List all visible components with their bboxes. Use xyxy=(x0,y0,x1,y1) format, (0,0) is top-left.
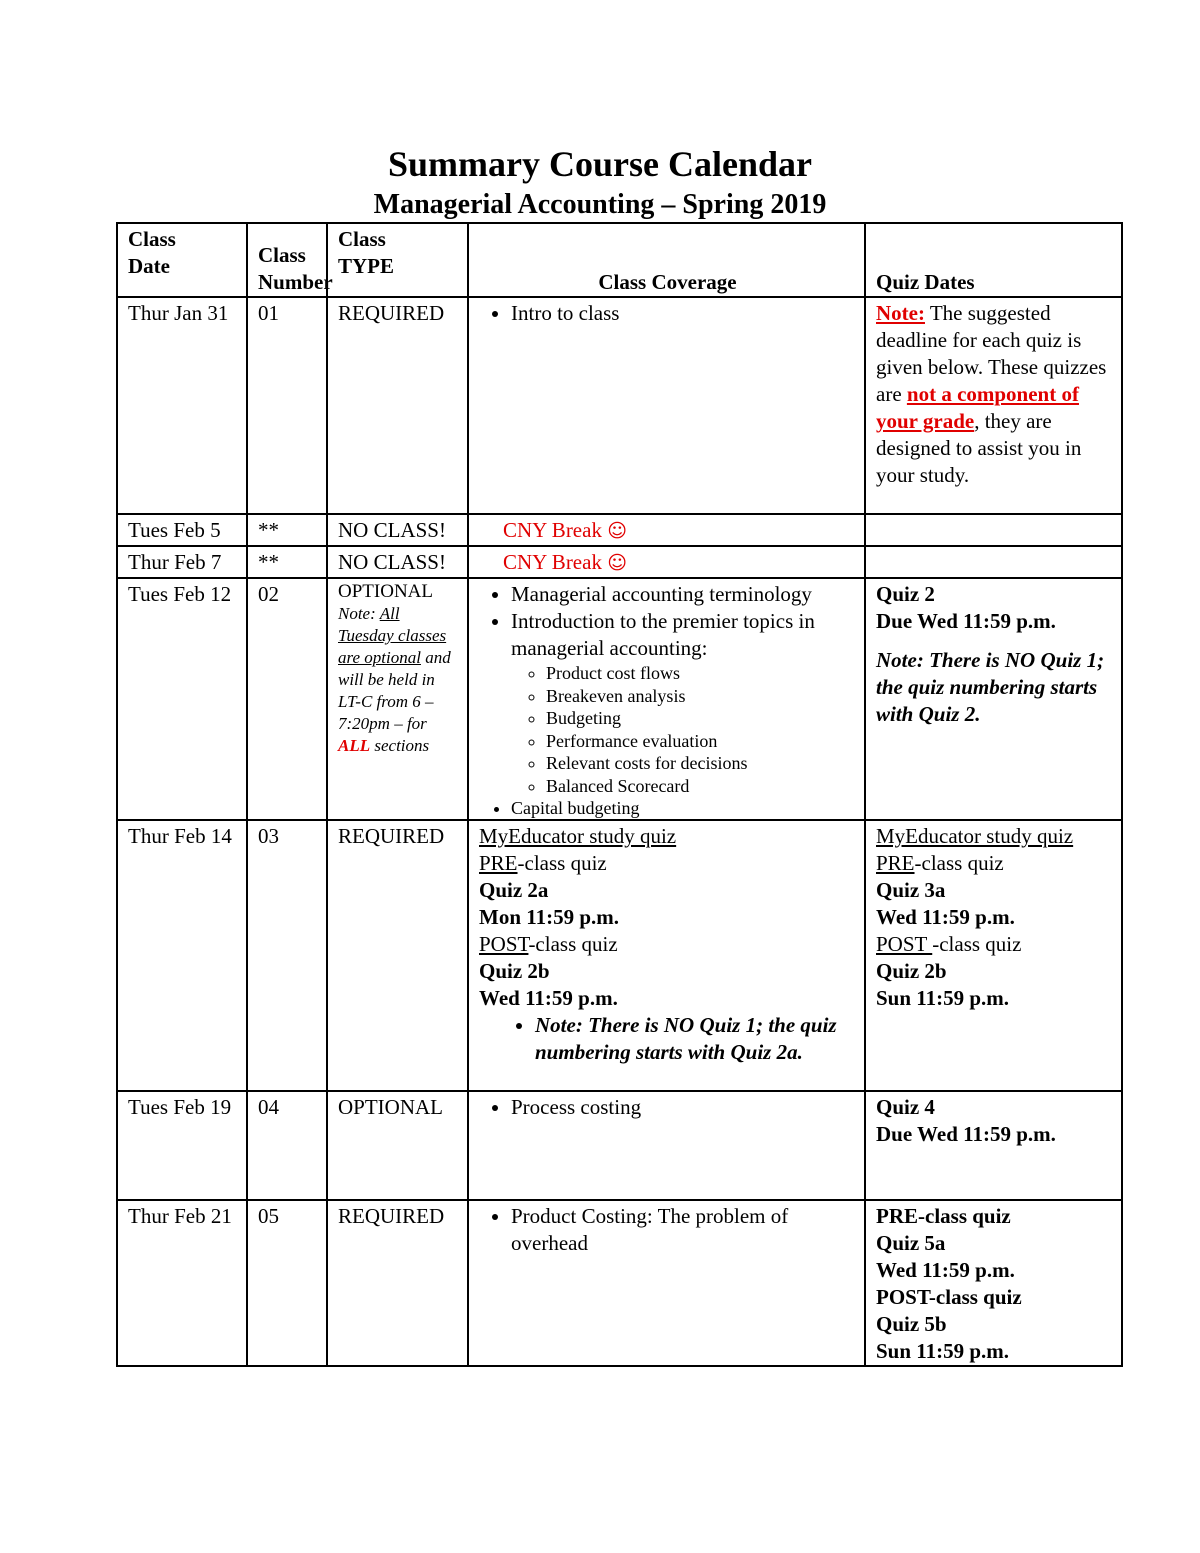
header-class-number-line2: Number xyxy=(258,270,333,294)
header-class-date xyxy=(117,223,247,297)
quiz-line: Quiz 5a xyxy=(876,1231,946,1255)
header-class-coverage: Class Coverage xyxy=(468,223,865,297)
quiz-due: Wed 11:59 p.m. xyxy=(479,986,618,1010)
class-coverage xyxy=(468,546,865,578)
class-coverage xyxy=(468,1091,865,1200)
quiz-line: Sun 11:59 p.m. xyxy=(876,1339,1010,1363)
page-subtitle: Managerial Accounting – Spring 2019 xyxy=(373,189,827,220)
quiz-note: Note: There is NO Quiz 1; the quiz numbering starts with Quiz 2. xyxy=(876,648,1105,726)
quiz-line: Quiz 5b xyxy=(876,1312,947,1336)
post-rest: -class quiz xyxy=(528,932,618,956)
header-class-type-line1: Class xyxy=(338,227,386,251)
table-row xyxy=(117,297,1122,514)
class-type: REQUIRED xyxy=(327,1200,468,1366)
class-type: REQUIRED xyxy=(327,297,468,514)
quiz-title: Quiz 2b xyxy=(876,959,947,983)
quiz-title: Quiz 2 xyxy=(876,582,935,606)
pre-class-quiz xyxy=(876,850,1113,877)
quiz-due: Due Wed 11:59 p.m. xyxy=(876,1122,1056,1146)
quiz-title: Quiz 4 xyxy=(876,1095,935,1119)
cny-break-text: CNY Break xyxy=(503,518,602,542)
class-date: Tues Feb 19 xyxy=(117,1091,247,1200)
note-text-end: , they are designed to assist you in your study. xyxy=(876,409,1082,487)
class-coverage xyxy=(468,578,865,820)
class-number: ** xyxy=(247,546,327,578)
cny-break-text: CNY Break xyxy=(503,550,602,574)
quiz-title: Quiz 3a xyxy=(876,878,946,902)
post-label: POST xyxy=(876,932,933,956)
post-class-quiz xyxy=(876,931,1113,958)
optional-note-suffix: sections xyxy=(370,736,430,755)
coverage-subitem: ◦ Balanced Scorecard xyxy=(546,775,856,798)
coverage-item-text: Introduction to the premier topics in managerial accounting: xyxy=(511,609,815,660)
class-number: 05 xyxy=(247,1200,327,1366)
coverage-subitem: ◦ Product cost flows xyxy=(546,662,856,685)
quiz-line: Wed 11:59 p.m. xyxy=(876,1258,1015,1282)
table-row xyxy=(117,578,1122,820)
quiz-due: Sun 11:59 p.m. xyxy=(876,986,1010,1010)
post-rest: -class quiz xyxy=(932,932,1022,956)
class-date: Thur Jan 31 xyxy=(117,297,247,514)
class-coverage xyxy=(468,297,865,514)
quiz-dates xyxy=(865,546,1122,578)
class-date: Thur Feb 7 xyxy=(117,546,247,578)
header-class-date-line2: Date xyxy=(128,254,170,278)
class-date: Tues Feb 12 xyxy=(117,578,247,820)
header-quiz-dates: Quiz Dates xyxy=(865,223,1122,297)
quiz-dates xyxy=(865,297,1122,514)
quiz-due: Mon 11:59 p.m. xyxy=(479,905,620,929)
quiz-title: Quiz 2a xyxy=(479,878,549,902)
class-date: Tues Feb 5 xyxy=(117,514,247,546)
note-label: Note: xyxy=(876,301,925,325)
header-row xyxy=(117,223,1122,297)
class-type-label: OPTIONAL xyxy=(338,581,433,602)
pre-class-quiz xyxy=(479,850,856,877)
course-calendar-table xyxy=(116,222,1123,1367)
quiz-dates xyxy=(865,578,1122,820)
coverage-item xyxy=(511,608,856,797)
post-class-quiz xyxy=(479,931,856,958)
quiz-due: Due Wed 11:59 p.m. xyxy=(876,609,1056,633)
quiz-dates xyxy=(865,1200,1122,1366)
class-type: NO CLASS! xyxy=(327,514,468,546)
class-number: 03 xyxy=(247,820,327,1091)
pre-label: PRE xyxy=(876,851,915,875)
header-class-date-line1: Class xyxy=(128,227,176,251)
class-type xyxy=(327,578,468,820)
header-class-number-line1: Class xyxy=(258,243,306,267)
optional-note-underlined: All Tuesday classes are optional xyxy=(338,604,447,667)
myeducator-label: MyEducator study quiz xyxy=(876,824,1074,848)
quiz-line: PRE-class quiz xyxy=(876,1204,1011,1228)
quiz-due: Wed 11:59 p.m. xyxy=(876,905,1015,929)
class-number: 02 xyxy=(247,578,327,820)
coverage-item: • Intro to class xyxy=(511,300,856,327)
quiz-title: Quiz 2b xyxy=(479,959,550,983)
optional-note-all: ALL xyxy=(338,736,371,755)
class-number: ** xyxy=(247,514,327,546)
table-row xyxy=(117,1091,1122,1200)
note-text: The suggested deadline for each quiz is given below. These quizzes are xyxy=(876,301,1107,406)
pre-rest: -class quiz xyxy=(914,851,1004,875)
optional-note-middle: and will be held in LT-C from 6 – 7:20pm – for xyxy=(338,648,451,733)
page-title: Summary Course Calendar xyxy=(388,144,812,184)
class-coverage xyxy=(468,820,865,1091)
class-type: OPTIONAL xyxy=(327,1091,468,1200)
class-coverage xyxy=(468,1200,865,1366)
optional-note xyxy=(338,603,459,757)
table-row xyxy=(117,546,1122,578)
quiz-dates xyxy=(865,1091,1122,1200)
header-class-number xyxy=(247,223,333,297)
quiz-dates xyxy=(865,514,1122,546)
header-class-type xyxy=(327,223,468,297)
class-type: NO CLASS! xyxy=(327,546,468,578)
smiley-icon: ☺ xyxy=(607,552,628,574)
class-number: 04 xyxy=(247,1091,327,1200)
note-emphasis: not a component of your grade xyxy=(876,382,1079,433)
class-date: Thur Feb 21 xyxy=(117,1200,247,1366)
table-row xyxy=(117,514,1122,546)
class-coverage xyxy=(468,514,865,546)
coverage-subitem: ◦ Relevant costs for decisions xyxy=(546,752,856,775)
coverage-item: • Managerial accounting terminology xyxy=(511,581,856,608)
class-number: 01 xyxy=(247,297,327,514)
coverage-subitem: ◦ Performance evaluation xyxy=(546,730,856,753)
post-label: POST xyxy=(479,932,529,956)
optional-note-prefix: Note: xyxy=(338,604,380,623)
coverage-item: • Process costing xyxy=(511,1094,856,1121)
pre-rest: -class quiz xyxy=(517,851,607,875)
table-row xyxy=(117,1200,1122,1366)
coverage-subitem: ◦ Breakeven analysis xyxy=(546,685,856,708)
coverage-item: • Capital budgeting xyxy=(511,797,856,819)
class-date: Thur Feb 14 xyxy=(117,820,247,1091)
coverage-item: • Product Costing: The problem of overhead xyxy=(511,1203,856,1257)
coverage-subitem: ◦ Budgeting xyxy=(546,707,856,730)
class-type: REQUIRED xyxy=(327,820,468,1091)
quiz-line: POST-class quiz xyxy=(876,1285,1022,1309)
myeducator-label: MyEducator study quiz xyxy=(479,824,677,848)
quiz-dates xyxy=(865,820,1122,1091)
table-row xyxy=(117,820,1122,1091)
smiley-icon: ☺ xyxy=(607,520,628,542)
coverage-note: • Note: There is NO Quiz 1; the quiz numbering starts with Quiz 2a. xyxy=(535,1012,856,1066)
header-class-type-line2: TYPE xyxy=(338,254,395,278)
pre-label: PRE xyxy=(479,851,518,875)
